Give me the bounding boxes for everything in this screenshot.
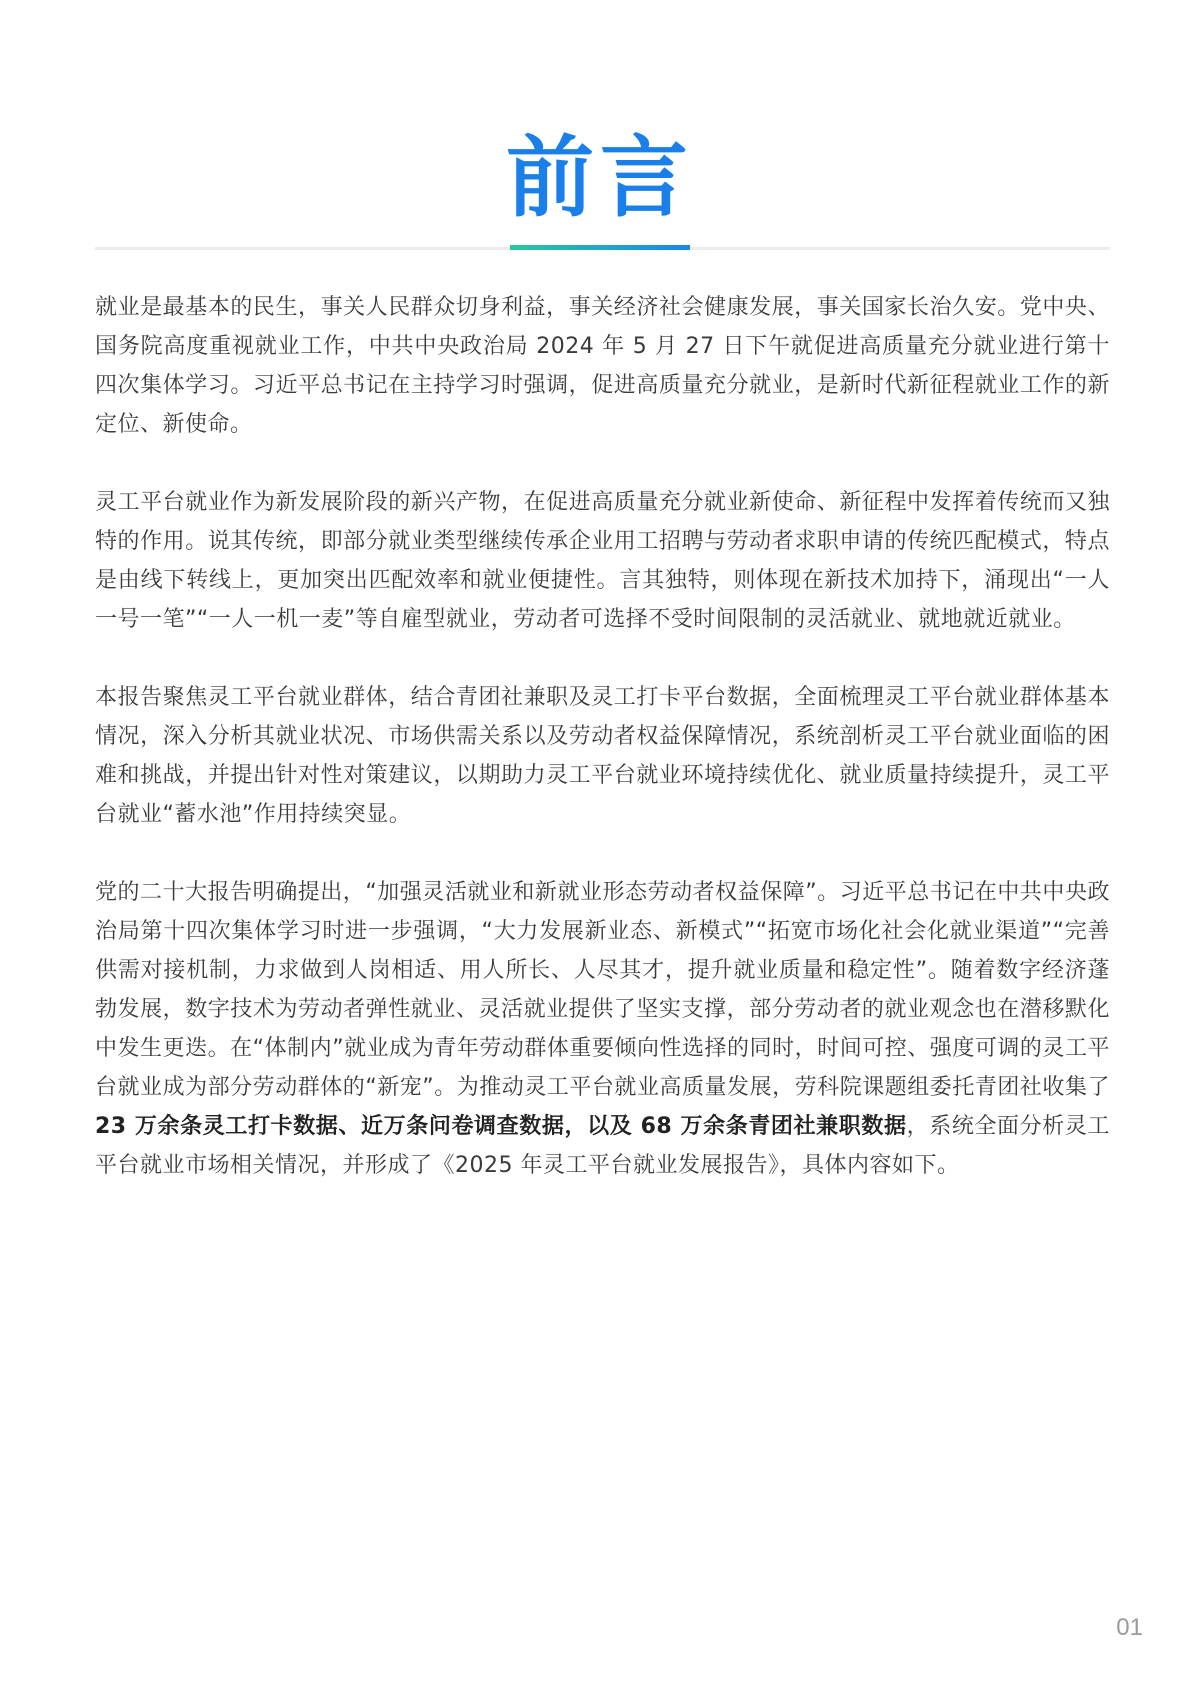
page-title: 前言 (505, 126, 694, 229)
paragraph-4-text-after: ，系统全面分析灵工平台就业市场相关情况，并形成了《2025 年灵工平台就业发展报告》，具体内容如下。 (95, 1114, 1110, 1178)
preface-body (95, 288, 1110, 1224)
paragraph-3: 本报告聚焦灵工平台就业群体，结合青团社兼职及灵工打卡平台数据，全面梳理灵工平台就业群体基本情况，深入分析其就业状况、市场供需关系以及劳动者权益保障情况，系统剖析灵工平台就业面临的困难和挑战，并提出针对性对策建议，以期助力灵工平台就业环境持续优化、就业质量持续提升，灵工平台就业“蓄水池”作用持续突显。 (95, 685, 1110, 827)
paragraph-4-bold-data-summary: 23 万余条灵工打卡数据、近万条问卷调查数据，以及 68 万余条青团社兼职数据 (95, 1114, 907, 1139)
paragraph-4 (95, 873, 1110, 1185)
page-number: 01 (1116, 1614, 1143, 1641)
title-accent-underline (510, 245, 690, 250)
paragraph-2: 灵工平台就业作为新发展阶段的新兴产物，在促进高质量充分就业新使命、新征程中发挥着传统而又独特的作用。说其传统，即部分就业类型继续传承企业用工招聘与劳动者求职申请的传统匹配模式，特点是由线下转线上，更加突出匹配效率和就业便捷性。言其独特，则体现在新技术加持下，涌现出“一人一号一笔”“一人一机一麦”等自雇型就业，劳动者可选择不受时间限制的灵活就业、就地就近就业。 (95, 490, 1110, 632)
paragraph-4-text-before: 党的二十大报告明确提出，“加强灵活就业和新就业形态劳动者权益保障”。习近平总书记在中共中央政治局第十四次集体学习时进一步强调，“大力发展新业态、新模式”“拓宽市场化社会化就业渠道”“完善供需对接机制，力求做到人岗相适、用人所长、人尽其才，提升就业质量和稳定性”。随着数字经济蓬勃发展，数字技术为劳动者弹性就业、灵活就业提供了坚实支撑，部分劳动者的就业观念也在潜移默化中发生更迭。在“体制内”就业成为青年劳动群体重要倾向性选择的同时，时间可控、强度可调的灵工平台就业成为部分劳动群体的“新宠”。为推动灵工平台就业高质量发展，劳科院课题组委托青团社收集了 (95, 880, 1110, 1100)
paragraph-1: 就业是最基本的民生，事关人民群众切身利益，事关经济社会健康发展，事关国家长治久安。党中央、国务院高度重视就业工作，中共中央政治局 2024 年 5 月 27 日下午就促进高质量充分就业进行第十四次集体学习。习近平总书记在主持学习时强调，促进高质量充分就业，是新时代新征程就业工作的新定位、新使命。 (95, 295, 1110, 437)
